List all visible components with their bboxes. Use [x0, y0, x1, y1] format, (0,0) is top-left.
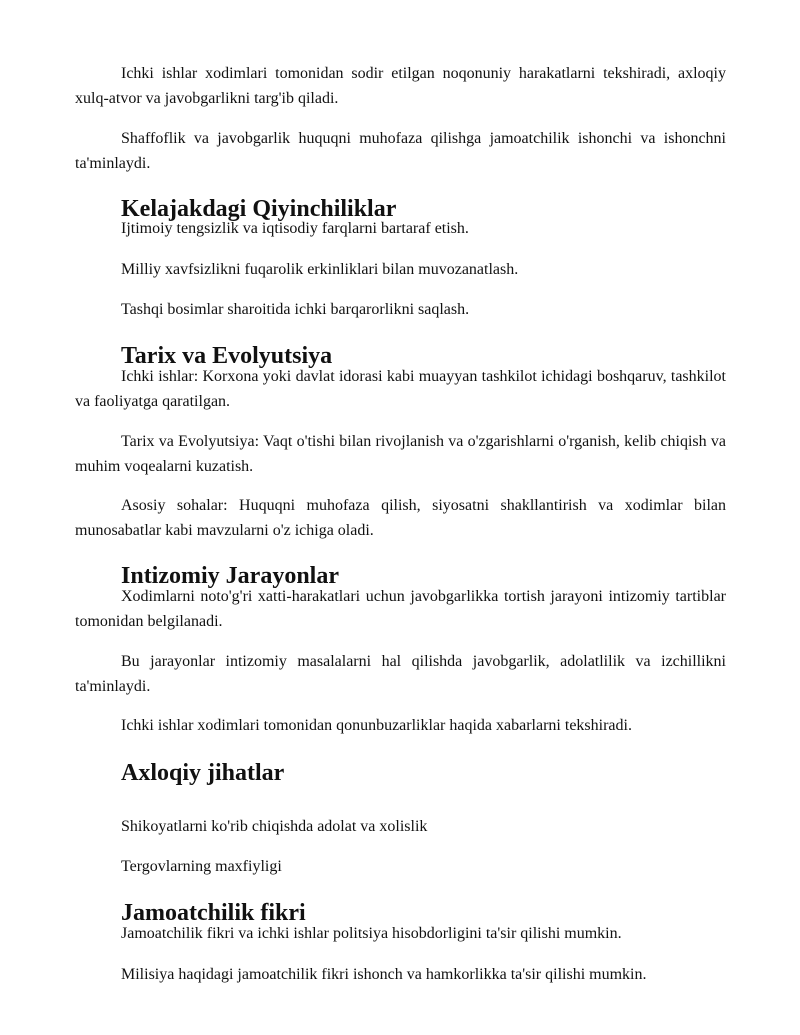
paragraph: Tergovlarning maxfiyligi [121, 858, 282, 875]
paragraph: Ichki ishlar: Korxona yoki davlat idorasi kabi muayyan tashkilot ichidagi boshqaruv, tashkilot va faoliyatga qaratilgan. [75, 368, 726, 410]
section-heading: Tarix va Evolyutsiya [121, 343, 333, 369]
paragraph: Xodimlarni noto'g'ri xatti-harakatlari uchun javobgarlikka tortish jarayoni intizomiy tartiblar tomonidan belgilanadi. [75, 588, 726, 630]
paragraph: Jamoatchilik fikri va ichki ishlar politsiya hisobdorligini ta'sir qilishi mumkin. [121, 925, 622, 942]
section-heading: Intizomiy Jarayonlar [121, 563, 339, 589]
paragraph: Tarix va Evolyutsiya: Vaqt o'tishi bilan rivojlanish va o'zgarishlarni o'rganish, kelib chiqish va muhim voqealarni kuzatish. [75, 433, 726, 475]
section-heading: Axloqiy jihatlar [121, 760, 285, 786]
paragraph: Shikoyatlarni ko'rib chiqishda adolat va xolislik [121, 818, 428, 835]
paragraph: Tashqi bosimlar sharoitida ichki barqarorlikni saqlash. [121, 301, 470, 318]
paragraph: Ichki ishlar xodimlari tomonidan qonunbuzarliklar haqida xabarlarni tekshiradi. [121, 717, 632, 734]
paragraph: Shaffoflik va javobgarlik huquqni muhofaza qilishga jamoatchilik ishonchi va ishonchni ta'minlaydi. [75, 130, 726, 172]
paragraph: Milliy xavfsizlikni fuqarolik erkinliklari bilan muvozanatlash. [121, 261, 519, 278]
paragraph: Bu jarayonlar intizomiy masalalarni hal qilishda javobgarlik, adolatlilik va izchillikni ta'minlaydi. [75, 653, 726, 695]
section-heading: Jamoatchilik fikri [121, 900, 306, 926]
paragraph: Milisiya haqidagi jamoatchilik fikri ishonch va hamkorlikka ta'sir qilishi mumkin. [121, 966, 647, 983]
paragraph: Ijtimoiy tengsizlik va iqtisodiy farqlarni bartaraf etish. [121, 220, 469, 237]
section-heading: Kelajakdagi Qiyinchiliklar [121, 196, 397, 222]
paragraph: Asosiy sohalar: Huquqni muhofaza qilish, siyosatni shakllantirish va xodimlar bilan munosabatlar kabi mavzularni o'z ichiga oladi. [75, 497, 726, 539]
paragraph: Ichki ishlar xodimlari tomonidan sodir etilgan noqonuniy harakatlarni tekshiradi, axloqiy xulq-atvor va javobgarlikni targ'ib qiladi. [75, 65, 726, 107]
